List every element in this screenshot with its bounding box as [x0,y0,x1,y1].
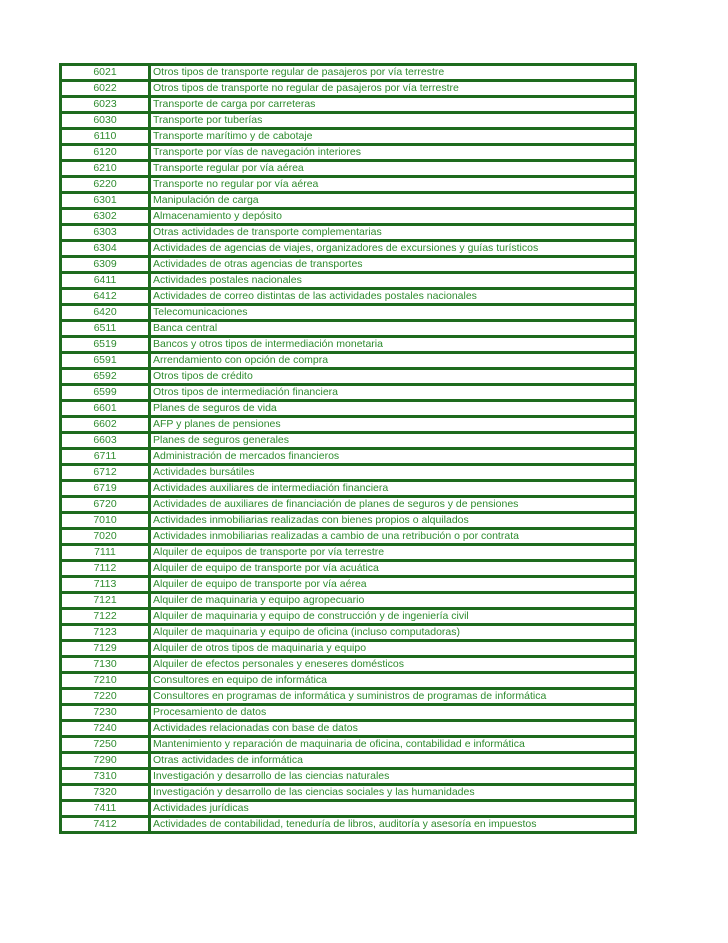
activity-description: Actividades inmobiliarias realizadas a cambio de una retribución o por contrata [150,529,636,545]
activity-code: 6302 [61,209,150,225]
table-row [61,321,636,337]
activity-description: AFP y planes de pensiones [150,417,636,433]
activity-description: Planes de seguros generales [150,433,636,449]
activity-code: 6412 [61,289,150,305]
activity-code: 6304 [61,241,150,257]
table-row [61,705,636,721]
activity-code: 6599 [61,385,150,401]
activity-description: Otros tipos de transporte regular de pasajeros por vía terrestre [150,65,636,81]
activity-description: Alquiler de maquinaria y equipo agropecuario [150,593,636,609]
activity-description: Planes de seguros de vida [150,401,636,417]
activity-description: Manipulación de carga [150,193,636,209]
table-row [61,625,636,641]
activity-description: Otras actividades de transporte complementarias [150,225,636,241]
table-row [61,225,636,241]
table-row [61,577,636,593]
activity-description: Alquiler de equipo de transporte por vía aérea [150,577,636,593]
activity-code: 6603 [61,433,150,449]
table-row [61,721,636,737]
activity-description: Alquiler de equipo de transporte por vía acuática [150,561,636,577]
activity-code: 6303 [61,225,150,241]
activity-description: Actividades postales nacionales [150,273,636,289]
activity-code: 6030 [61,113,150,129]
activity-code: 6220 [61,177,150,193]
activity-description: Actividades relacionadas con base de datos [150,721,636,737]
activity-description: Actividades de otras agencias de transportes [150,257,636,273]
activity-description: Alquiler de equipos de transporte por vía terrestre [150,545,636,561]
table-row [61,561,636,577]
table-row [61,609,636,625]
activity-code: 7411 [61,801,150,817]
activity-code: 6591 [61,353,150,369]
activity-code-table [59,63,637,834]
table-body [61,65,636,833]
table-row [61,289,636,305]
table-row [61,161,636,177]
activity-code: 7123 [61,625,150,641]
activity-code: 7112 [61,561,150,577]
activity-description: Transporte no regular por vía aérea [150,177,636,193]
table-row [61,305,636,321]
table-row [61,593,636,609]
activity-code: 6301 [61,193,150,209]
table-row [61,81,636,97]
activity-description: Actividades de agencias de viajes, organizadores de excursiones y guías turísticos [150,241,636,257]
activity-code: 7250 [61,737,150,753]
table-row [61,737,636,753]
activity-description: Actividades de auxiliares de financiación de planes de seguros y de pensiones [150,497,636,513]
activity-code: 7210 [61,673,150,689]
activity-description: Transporte regular por vía aérea [150,161,636,177]
table-row [61,273,636,289]
activity-description: Procesamiento de datos [150,705,636,721]
activity-code: 7320 [61,785,150,801]
activity-description: Actividades auxiliares de intermediación financiera [150,481,636,497]
table-row [61,385,636,401]
activity-code: 7290 [61,753,150,769]
activity-description: Otros tipos de transporte no regular de pasajeros por vía terrestre [150,81,636,97]
table-row [61,257,636,273]
table-row [61,417,636,433]
table-row [61,801,636,817]
table-row [61,145,636,161]
table-row [61,177,636,193]
table-row [61,817,636,833]
activity-description: Banca central [150,321,636,337]
activity-description: Transporte por vías de navegación interiores [150,145,636,161]
activity-code: 6309 [61,257,150,273]
activity-code: 6511 [61,321,150,337]
table-row [61,353,636,369]
table-row [61,337,636,353]
table-row [61,465,636,481]
activity-code: 6720 [61,497,150,513]
activity-code: 7121 [61,593,150,609]
activity-code: 7010 [61,513,150,529]
table-row [61,193,636,209]
table-row [61,97,636,113]
activity-description: Actividades jurídicas [150,801,636,817]
table-row [61,513,636,529]
table-row [61,641,636,657]
table-row [61,65,636,81]
activity-code: 7130 [61,657,150,673]
activity-code: 6719 [61,481,150,497]
activity-description: Investigación y desarrollo de las ciencias sociales y las humanidades [150,785,636,801]
activity-code: 7220 [61,689,150,705]
table-row [61,673,636,689]
activity-code: 6711 [61,449,150,465]
activity-code: 6110 [61,129,150,145]
activity-code: 6210 [61,161,150,177]
activity-description: Alquiler de maquinaria y equipo de oficina (incluso computadoras) [150,625,636,641]
table-row [61,785,636,801]
activity-code: 6602 [61,417,150,433]
activity-description: Arrendamiento con opción de compra [150,353,636,369]
activity-code: 6519 [61,337,150,353]
table-row [61,433,636,449]
activity-description: Actividades de contabilidad, teneduría de libros, auditoría y asesoría en impuestos [150,817,636,833]
activity-code: 6592 [61,369,150,385]
activity-code: 7020 [61,529,150,545]
table-row [61,689,636,705]
table-row [61,753,636,769]
table-row [61,769,636,785]
table-row [61,369,636,385]
activity-description: Alquiler de efectos personales y eneseres domésticos [150,657,636,673]
table-row [61,529,636,545]
activity-description: Actividades inmobiliarias realizadas con bienes propios o alquilados [150,513,636,529]
activity-code: 6420 [61,305,150,321]
activity-description: Otros tipos de intermediación financiera [150,385,636,401]
table-row [61,497,636,513]
table-row [61,657,636,673]
activity-code: 6120 [61,145,150,161]
table-row [61,449,636,465]
activity-description: Otras actividades de informática [150,753,636,769]
activity-code: 7412 [61,817,150,833]
activity-code: 7310 [61,769,150,785]
activity-code: 6411 [61,273,150,289]
activity-code: 6601 [61,401,150,417]
activity-code: 7129 [61,641,150,657]
table-row [61,481,636,497]
table-row [61,129,636,145]
activity-description: Bancos y otros tipos de intermediación monetaria [150,337,636,353]
activity-code: 6712 [61,465,150,481]
activity-description: Consultores en equipo de informática [150,673,636,689]
table-row [61,545,636,561]
activity-code: 7240 [61,721,150,737]
activity-description: Transporte de carga por carreteras [150,97,636,113]
table-row [61,113,636,129]
activity-code: 6022 [61,81,150,97]
activity-description: Alquiler de otros tipos de maquinaria y equipo [150,641,636,657]
activity-description: Actividades bursátiles [150,465,636,481]
activity-code: 6021 [61,65,150,81]
activity-code: 6023 [61,97,150,113]
activity-description: Investigación y desarrollo de las ciencias naturales [150,769,636,785]
activity-description: Mantenimiento y reparación de maquinaria de oficina, contabilidad e informática [150,737,636,753]
activity-description: Otros tipos de crédito [150,369,636,385]
table-row [61,401,636,417]
activity-description: Telecomunicaciones [150,305,636,321]
activity-code: 7122 [61,609,150,625]
activity-description: Consultores en programas de informática y suministros de programas de informática [150,689,636,705]
activity-code: 7113 [61,577,150,593]
table-row [61,241,636,257]
activity-code: 7230 [61,705,150,721]
activity-description: Alquiler de maquinaria y equipo de construcción y de ingeniería civil [150,609,636,625]
table-row [61,209,636,225]
activity-description: Actividades de correo distintas de las actividades postales nacionales [150,289,636,305]
activity-description: Administración de mercados financieros [150,449,636,465]
activity-description: Transporte por tuberías [150,113,636,129]
activity-description: Transporte marítimo y de cabotaje [150,129,636,145]
activity-code: 7111 [61,545,150,561]
activity-description: Almacenamiento y depósito [150,209,636,225]
